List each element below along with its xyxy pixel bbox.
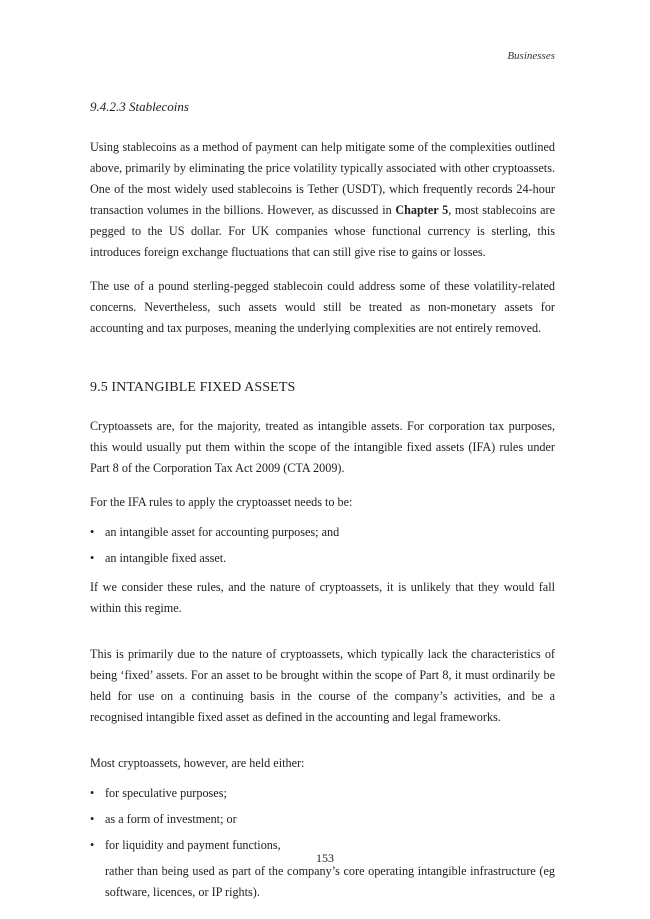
bullet-icon: • bbox=[90, 551, 95, 565]
bullet-icon: • bbox=[90, 838, 95, 852]
text-run: , most stablecoins are pegged to the US dollar. For UK companies whose functional currency is sterling, this introduces foreign exchange fluctuations that can still give rise to gains or losses. bbox=[90, 203, 556, 259]
running-header: Businesses bbox=[507, 50, 555, 62]
section-heading-intangible-fixed-assets: 9.5 INTANGIBLE FIXED ASSETS bbox=[90, 380, 296, 395]
page-number: 153 bbox=[316, 851, 334, 865]
bullet-list bbox=[90, 522, 555, 569]
chapter-reference: Chapter 5 bbox=[395, 203, 449, 217]
bullet-list bbox=[90, 783, 555, 856]
list-item bbox=[90, 522, 555, 543]
list-item-text: an intangible asset for accounting purposes; and bbox=[105, 525, 340, 539]
list-item-text: for liquidity and payment functions, bbox=[105, 838, 281, 852]
text-run: Using stablecoins as a method of payment can help mitigate some of the complexities outlined above, primarily by eliminating the price volatility typically associated with other cryptoassets. One of the most widely used stablecoins is Tether (USDT), which frequently records 24-hour transaction volumes in the billions. However, as discussed in bbox=[90, 140, 555, 217]
bullet-icon: • bbox=[90, 525, 95, 539]
list-item-text: for speculative purposes; bbox=[105, 786, 227, 800]
paragraph: For the IFA rules to apply the cryptoasset needs to be: bbox=[90, 495, 353, 509]
bullet-icon: • bbox=[90, 786, 95, 800]
list-item bbox=[90, 548, 555, 569]
paragraph bbox=[90, 137, 555, 263]
list-item bbox=[90, 783, 555, 804]
list-item-text: an intangible fixed asset. bbox=[105, 551, 227, 565]
body-text bbox=[90, 96, 555, 916]
section-heading-stablecoins: 9.4.2.3 Stablecoins bbox=[90, 99, 189, 114]
bullet-icon: • bbox=[90, 812, 95, 826]
paragraph: Cryptoassets are, for the majority, treated as intangible assets. For corporation tax purposes, this would usually put them within the scope of the intangible fixed assets (IFA) rules under Part 8 of the Corporation Tax Act 2009 (CTA 2009). bbox=[90, 419, 555, 475]
paragraph: If we consider these rules, and the nature of cryptoassets, it is unlikely that they would fall within this regime. bbox=[90, 580, 555, 615]
paragraph: Most cryptoassets, however, are held either: bbox=[90, 756, 305, 770]
paragraph-continuation: rather than being used as part of the company’s core operating intangible infrastructure (eg software, licences, or IP rights). bbox=[105, 864, 555, 899]
paragraph: The use of a pound sterling-pegged stablecoin could address some of these volatility-related concerns. Nevertheless, such assets would still be treated as non-monetary assets for accounting and tax purposes, meaning the underlying complexities are not entirely removed. bbox=[90, 279, 555, 335]
list-item bbox=[90, 809, 555, 830]
paragraph: This is primarily due to the nature of cryptoassets, which typically lack the characteristics of being ‘fixed’ assets. For an asset to be brought within the scope of Part 8, it must ordinarily be held for use on a continuing basis in the course of the company’s activities, and be a recognised intangible fixed asset as defined in the accounting and legal frameworks. bbox=[90, 647, 555, 724]
list-item-text: as a form of investment; or bbox=[105, 812, 237, 826]
